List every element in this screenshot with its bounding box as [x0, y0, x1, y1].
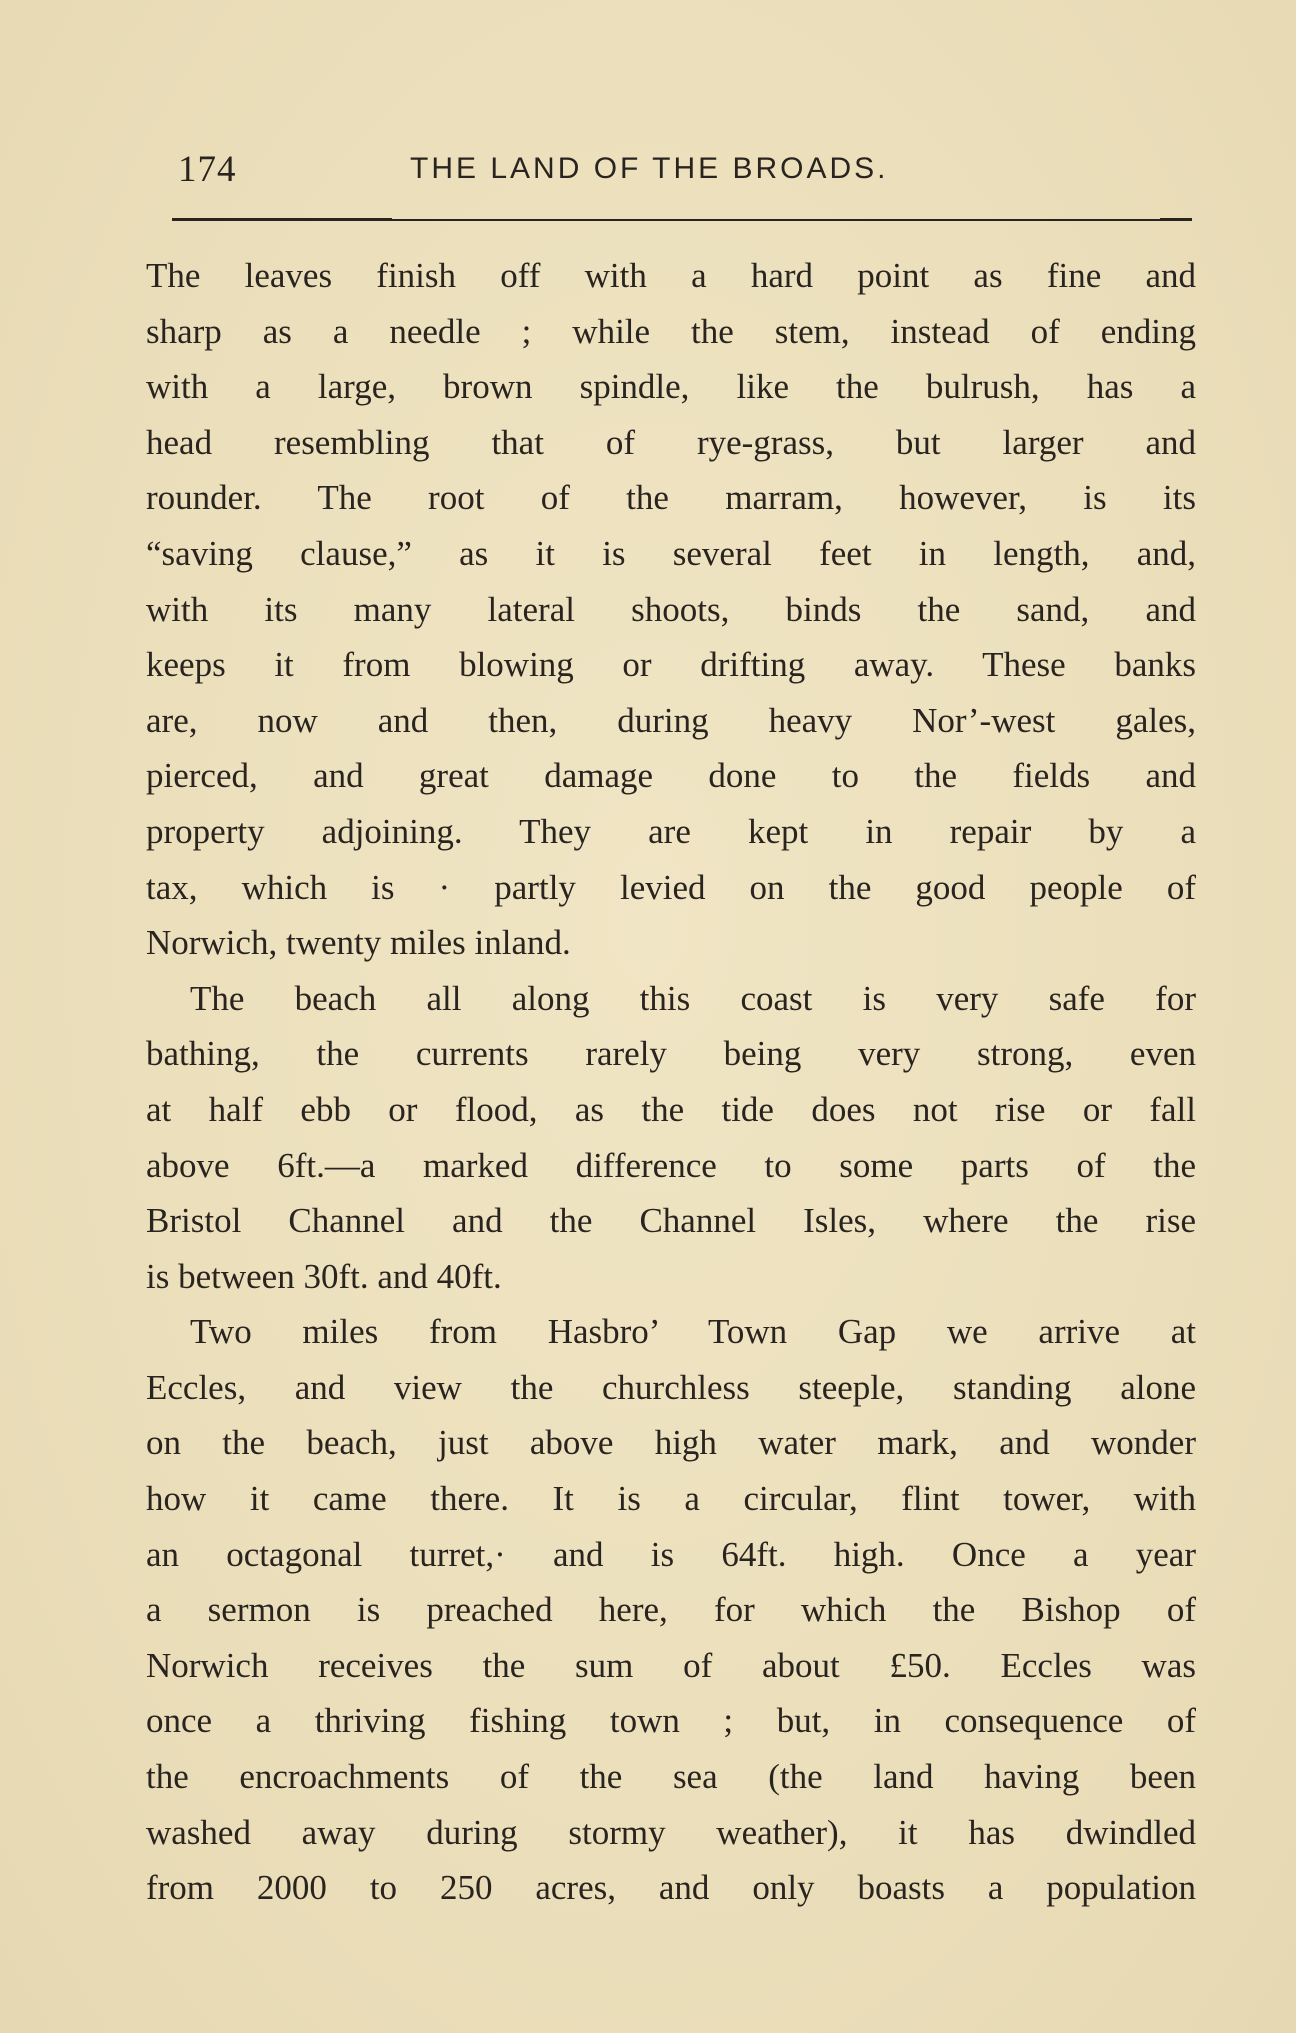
- text-line: Two miles from Hasbro’ Town Gap we arrive at: [190, 1312, 1196, 1352]
- text-line: tax, which is · partly levied on the good people of: [146, 867, 1196, 907]
- page-number: 174: [178, 149, 237, 190]
- text-line: Norwich, twenty miles inland.: [146, 923, 571, 963]
- running-title: THE LAND OF THE BROADS.: [410, 152, 889, 185]
- header-rule-middle: [392, 219, 1162, 221]
- text-line: sharp as a needle ; while the stem, instead of ending: [146, 311, 1196, 351]
- text-line: The leaves finish off with a hard point as fine and: [146, 256, 1196, 295]
- text-line: Eccles, and view the churchless steeple, standing alone: [146, 1367, 1196, 1407]
- text-line: an octagonal turret,· and is 64ft. high. Once a year: [146, 1534, 1196, 1574]
- text-line: at half ebb or flood, as the tide does not rise or fall: [146, 1089, 1196, 1129]
- header-rule-left: [172, 218, 392, 221]
- text-line: pierced, and great damage done to the fields and: [146, 756, 1196, 796]
- text-line: Bristol Channel and the Channel Isles, where the rise: [146, 1201, 1196, 1241]
- text-line: a sermon is preached here, for which the Bishop of: [146, 1590, 1196, 1630]
- body-text: [146, 248, 1196, 1916]
- text-line: with a large, brown spindle, like the bulrush, has a: [146, 367, 1196, 407]
- text-line: from 2000 to 250 acres, and only boasts a population: [146, 1868, 1196, 1908]
- text-line: head resembling that of rye-grass, but larger and: [146, 422, 1196, 462]
- text-line: Norwich receives the sum of about £50. Eccles was: [146, 1645, 1196, 1685]
- text-line: how it came there. It is a circular, flint tower, with: [146, 1479, 1196, 1519]
- text-line: with its many lateral shoots, binds the sand, and: [146, 589, 1196, 629]
- page-header: [178, 148, 1198, 208]
- text-line: once a thriving fishing town ; but, in consequence of: [146, 1701, 1196, 1741]
- text-line: “saving clause,” as it is several feet in length, and,: [146, 533, 1196, 573]
- header-rule-right: [1160, 218, 1192, 221]
- text-line: property adjoining. They are kept in repair by a: [146, 811, 1196, 851]
- text-line: is between 30ft. and 40ft.: [146, 1256, 502, 1296]
- text-line: washed away during stormy weather), it has dwindled: [146, 1812, 1196, 1852]
- text-line: keeps it from blowing or drifting away. These banks: [146, 645, 1196, 685]
- text-line: are, now and then, during heavy Nor’-west gales,: [146, 700, 1196, 740]
- text-line: rounder. The root of the marram, however, is its: [146, 478, 1196, 518]
- text-line: The beach all along this coast is very safe for: [190, 978, 1196, 1018]
- text-line: the encroachments of the sea (the land having been: [146, 1757, 1196, 1797]
- text-line: on the beach, just above high water mark, and wonder: [146, 1423, 1196, 1463]
- text-line: above 6ft.—a marked difference to some parts of the: [146, 1145, 1196, 1185]
- text-line: bathing, the currents rarely being very strong, even: [146, 1034, 1196, 1074]
